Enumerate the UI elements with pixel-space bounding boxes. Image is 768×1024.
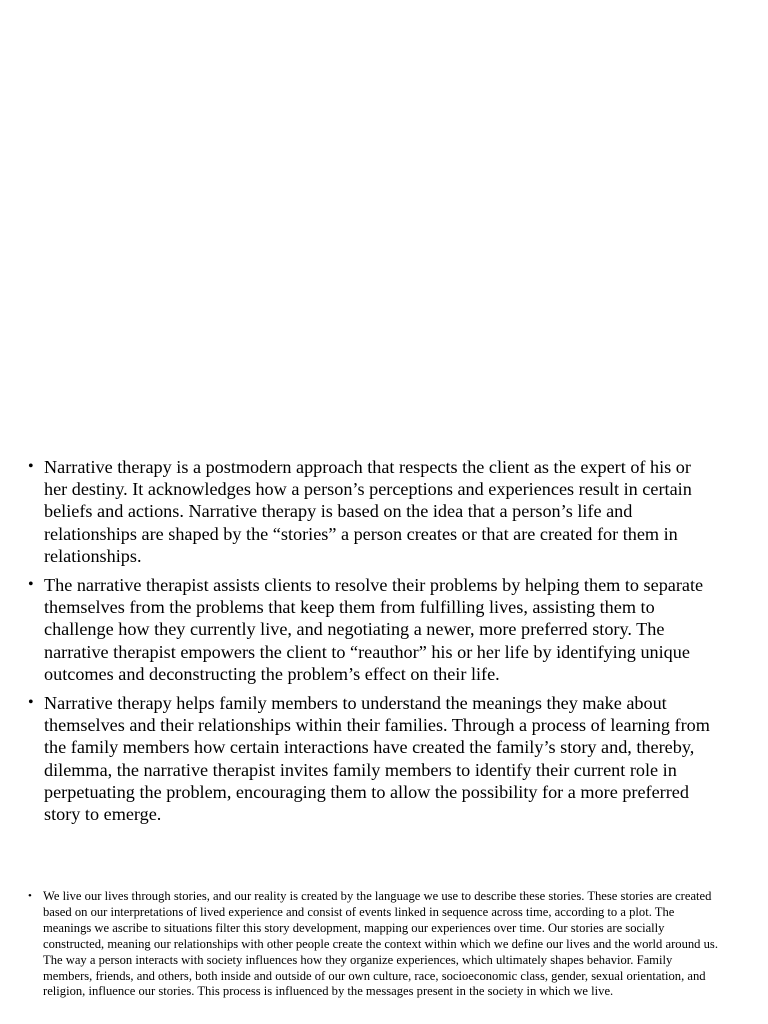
slide-bullet-text: Narrative therapy is a postmodern approach that respects the client as the expert of his or her destiny. It acknowledges how a person’s perceptions and experiences result in certain beliefs and actions. Narrative therapy is based on the idea that a person’s life and relationships are shaped by the “stories” a person creates or that are created for them in relationships.	[44, 457, 692, 566]
slide-bullet-text: Narrative therapy helps family members to understand the meanings they make about themselves and their relationships within their families. Through a process of learning from the family members how certain interactions have created the family’s story and, thereby, dilemma, the narrative therapist invites family members to identify their current role in perpetuating the problem, encouraging them to allow the possibility for a more preferred story to emerge.	[44, 693, 710, 825]
slide-bullet-item	[28, 574, 718, 685]
bullet-icon: •	[28, 890, 32, 902]
slide-bullet-text: The narrative therapist assists clients to resolve their problems by helping them to separate themselves from the problems that keep them from fulfilling lives, assisting them to challenge how they currently live, and negotiating a newer, more preferred story. The narrative therapist empowers the client to “reauthor” his or her life by identifying unique outcomes and deconstructing the problem’s effect on their life.	[44, 575, 704, 684]
bullet-icon: •	[28, 576, 34, 594]
bullet-icon: •	[28, 458, 34, 475]
notes-bullet-item	[28, 889, 718, 1000]
slide-bullet-item	[28, 692, 718, 825]
slide-bullet-item	[28, 456, 718, 567]
notes-bullet-text: We live our lives through stories, and our reality is created by the language we use to describe these stories. These stories are created based on our interpretations of lived experience and consist of events linked in sequence across time, according to a plot. The meanings we ascribe to situations filter this story development, mapping our experiences over time. Our stories are socially constructed, meaning our relationships with other people create the context within which we define our lives and the world around us. The way a person interacts with society influences how they organize experiences, which ultimately shapes behavior. Family members, friends, and others, both inside and outside of our own culture, race, socioeconomic class, gender, sexual orientation, and religion, influence our stories. This process is influenced by the messages present in the society in which we live.	[43, 889, 718, 999]
notes-bullet-list	[28, 889, 718, 1000]
bullet-icon: •	[28, 694, 34, 712]
slide-bullet-list	[28, 456, 718, 832]
